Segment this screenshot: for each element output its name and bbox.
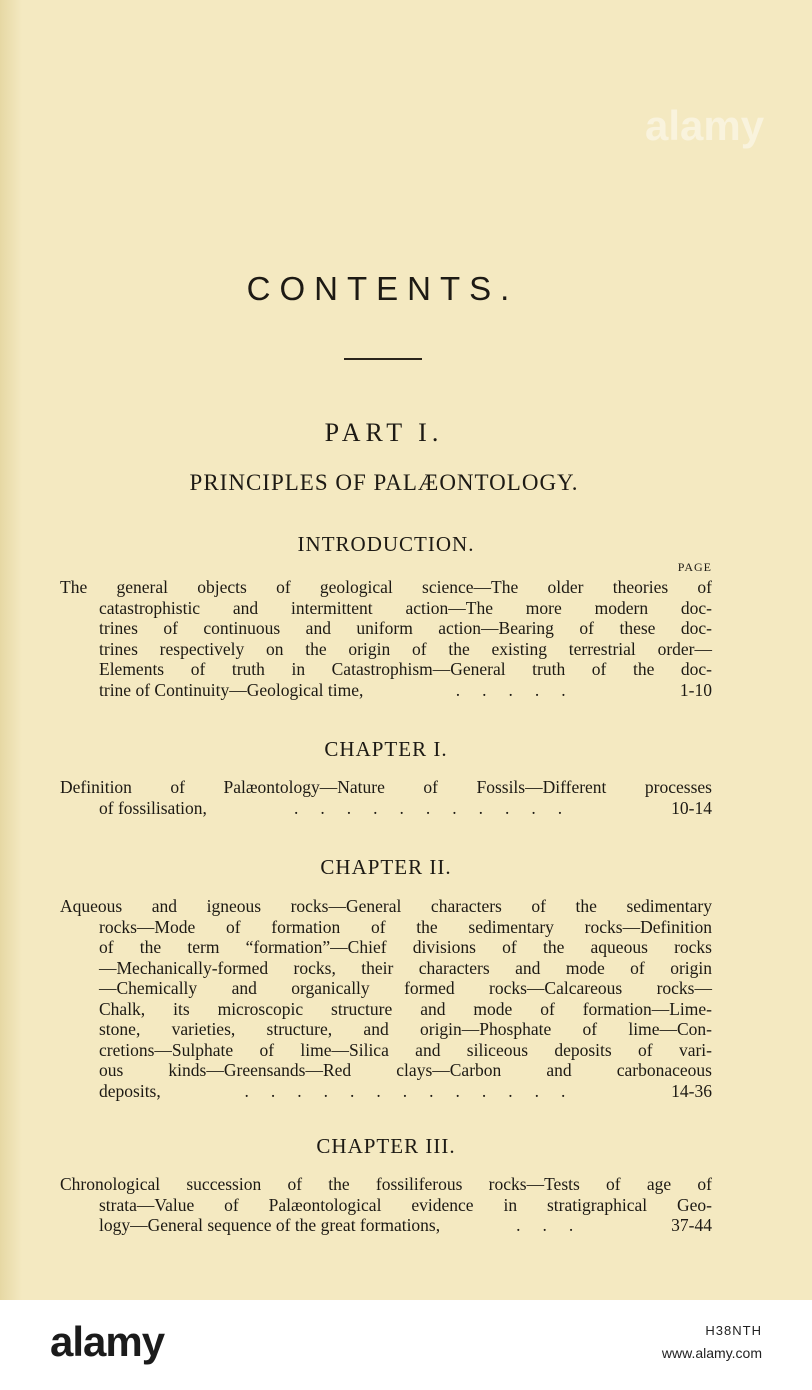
- page-range: 37-44: [671, 1215, 712, 1235]
- toc-line: Chronological succession of the fossiliferous rocks—Tests of age of: [60, 1174, 712, 1194]
- page-range: 14-36: [671, 1080, 712, 1101]
- toc-line: Elements of truth in Catastrophism—General truth of the doc-: [99, 659, 712, 679]
- toc-line: stone, varieties, structure, and origin—Phosphate of lime—Con-: [99, 1019, 712, 1039]
- image-id: H38NTH: [705, 1323, 762, 1338]
- toc-line: The general objects of geological science—The older theories of: [60, 577, 712, 597]
- leader-dots: .....: [455, 679, 588, 700]
- toc-line: —Chemically and organically formed rocks—Calcareous rocks—: [99, 978, 712, 998]
- page-column-label: PAGE: [677, 560, 712, 574]
- page-title: CONTENTS.: [246, 270, 519, 307]
- site-url: www.alamy.com: [661, 1345, 762, 1361]
- part-heading: PART I.: [324, 418, 444, 447]
- toc-line: —Mechanically-formed rocks, their characters and mode of origin: [99, 957, 712, 978]
- section-heading-introduction: INTRODUCTION.: [297, 532, 475, 556]
- toc-entry-chapter-3: [60, 1174, 712, 1236]
- toc-line: ous kinds—Greensands—Red clays—Carbon and carbonaceous: [99, 1060, 712, 1080]
- toc-last-line: [60, 1215, 712, 1236]
- leader-dots: .............: [244, 1080, 588, 1101]
- toc-line: catastrophistic and intermittent action—The more modern doc-: [99, 597, 712, 618]
- toc-line: strata—Value of Palæontological evidence in stratigraphical Geo-: [99, 1194, 712, 1215]
- watermark-logo-faint: alamy: [645, 102, 765, 149]
- toc-line: trines of continuous and uniform action—Bearing of these doc-: [99, 618, 712, 638]
- page-range: 1-10: [679, 679, 712, 700]
- toc-line: trines respectively on the origin of the existing terrestrial order—: [99, 638, 712, 659]
- part-subtitle: PRINCIPLES OF PALÆONTOLOGY.: [189, 470, 579, 495]
- toc-last-line: [60, 1081, 712, 1102]
- alamy-logo: alamy: [50, 1318, 165, 1365]
- toc-line: cretions—Sulphate of lime—Silica and siliceous deposits of vari-: [99, 1039, 712, 1060]
- page-range: 10-14: [671, 797, 712, 818]
- toc-last-line: [60, 680, 712, 701]
- toc-line: logy—General sequence of the great formations,: [99, 1215, 441, 1235]
- section-heading-chapter-2: CHAPTER II.: [320, 855, 452, 879]
- toc-last-line: [60, 798, 712, 819]
- title-divider: [344, 358, 422, 360]
- toc-line: of the term “formation”—Chief divisions of the aqueous rocks: [99, 937, 712, 957]
- page-gutter-shadow: [0, 0, 22, 1300]
- leader-dots: ...: [516, 1215, 596, 1235]
- toc-line: Chalk, its microscopic structure and mode of formation—Lime-: [99, 998, 712, 1019]
- section-heading-chapter-3: CHAPTER III.: [316, 1134, 456, 1158]
- toc-line: of fossilisation,: [99, 797, 207, 818]
- toc-line: Definition of Palæontology—Nature of Fossils—Different processes: [60, 777, 712, 797]
- toc-entry-chapter-1: [60, 777, 712, 818]
- toc-line: Aqueous and igneous rocks—General characters of the sedimentary: [60, 896, 712, 916]
- toc-line: trine of Continuity—Geological time,: [99, 679, 364, 700]
- toc-line: deposits,: [99, 1080, 161, 1101]
- section-heading-chapter-1: CHAPTER I.: [324, 737, 448, 761]
- toc-line: rocks—Mode of formation of the sedimentary rocks—Definition: [99, 916, 712, 937]
- leader-dots: ...........: [293, 797, 585, 818]
- toc-entry-introduction: [60, 577, 712, 700]
- toc-entry-chapter-2: [60, 896, 712, 1101]
